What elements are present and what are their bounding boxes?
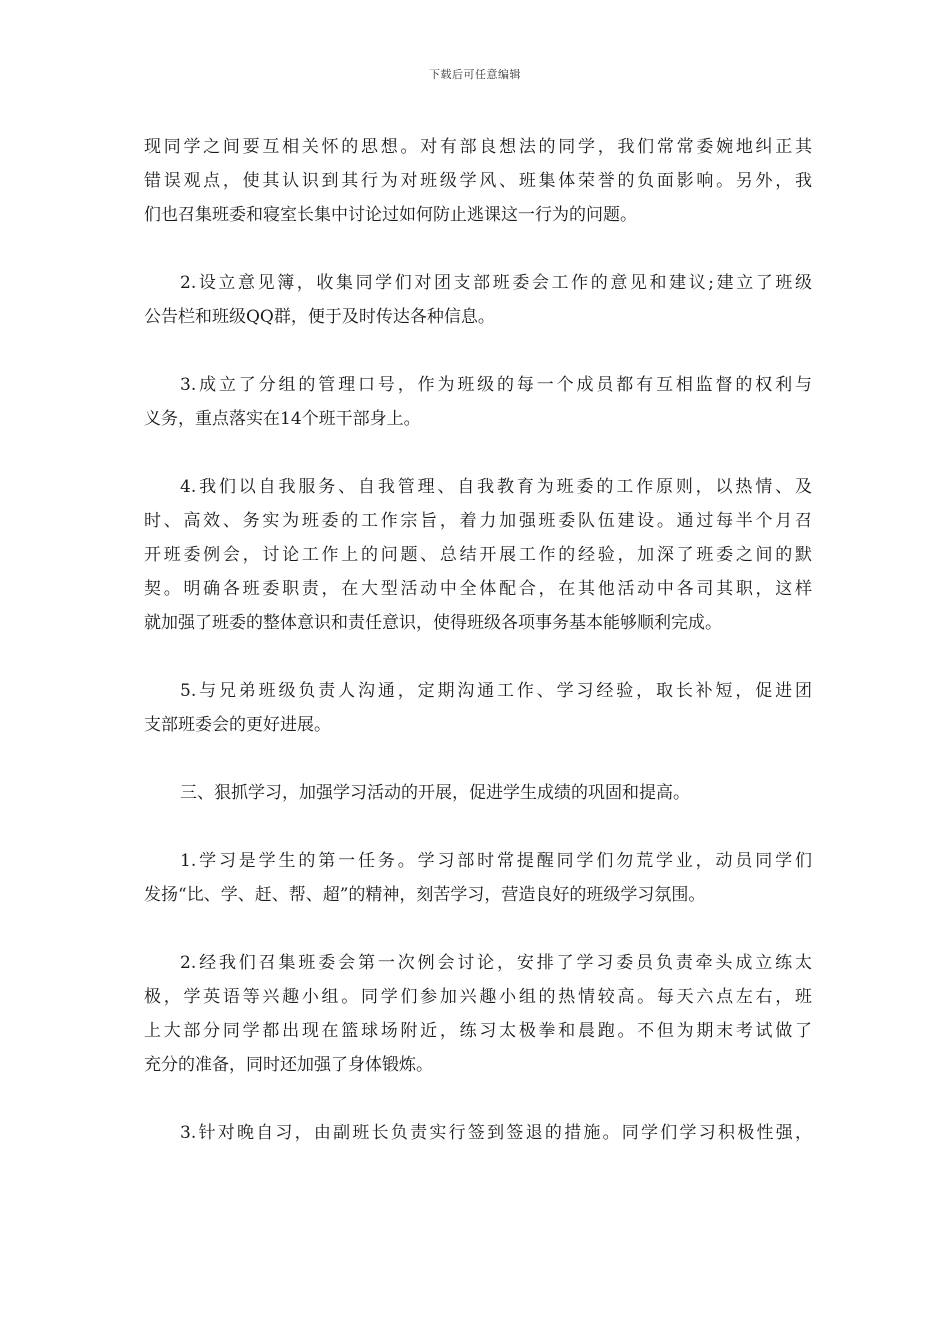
- text-line: 1.学习是学生的第一任务。学习部时常提醒同学们勿荒学业，动员同学们: [180, 851, 812, 871]
- text-line: 公告栏和班级QQ群，便于及时传达各种信息。: [144, 307, 495, 327]
- text-line: 三、狠抓学习，加强学习活动的开展，促进学生成绩的巩固和提高。: [180, 783, 690, 803]
- text-line: 发扬“比、学、赶、帮、超”的精神，刻苦学习，营造良好的班级学习氛围。: [144, 885, 706, 905]
- paragraph-study-2: [144, 946, 812, 1082]
- document-body: [144, 130, 812, 1184]
- text-line: 时、高效、务实为班委的工作宗旨，着力加强班委队伍建设。通过每半个月召: [144, 511, 812, 531]
- text-line: 现同学之间要互相关怀的思想。对有部良想法的同学，我们常常委婉地纠正其: [144, 137, 812, 157]
- paragraph-item-2: [144, 266, 812, 334]
- text-line: 义务，重点落实在14个班干部身上。: [144, 409, 421, 429]
- text-line: 3.针对晚自习，由副班长负责实行签到签退的措施。同学们学习积极性强，: [180, 1123, 812, 1143]
- paragraph-item-4: [144, 470, 812, 640]
- paragraph-study-1: [144, 844, 812, 912]
- text-line: 5.与兄弟班级负责人沟通，定期沟通工作、学习经验，取长补短，促进团: [180, 681, 812, 701]
- text-line: 错误观点，使其认识到其行为对班级学风、班集体荣誉的负面影响。另外，我: [144, 171, 812, 191]
- text-line: 4.我们以自我服务、自我管理、自我教育为班委的工作原则，以热情、及: [180, 477, 812, 497]
- paragraph-item-3: [144, 368, 812, 436]
- section-heading-3: [144, 776, 812, 810]
- paragraph-item-5: [144, 674, 812, 742]
- text-line: 3.成立了分组的管理口号，作为班级的每一个成员都有互相监督的权利与: [180, 375, 812, 395]
- text-line: 开班委例会，讨论工作上的问题、总结开展工作的经验，加深了班委之间的默: [144, 545, 812, 565]
- text-line: 上大部分同学都出现在篮球场附近，练习太极拳和晨跑。不但为期末考试做了: [144, 1021, 812, 1041]
- text-line: 们也召集班委和寝室长集中讨论过如何防止逃课这一行为的问题。: [144, 205, 637, 225]
- page-header: 下载后可任意编辑: [429, 68, 521, 81]
- text-line: 支部班委会的更好进展。: [144, 715, 331, 735]
- text-line: 2.经我们召集班委会第一次例会讨论，安排了学习委员负责牵头成立练太: [180, 953, 812, 973]
- text-line: 极，学英语等兴趣小组。同学们参加兴趣小组的热情较高。每天六点左右，班: [144, 987, 812, 1007]
- paragraph-continuation: [144, 130, 812, 232]
- text-line: 充分的准备，同时还加强了身体锻炼。: [144, 1055, 433, 1075]
- text-line: 契。明确各班委职责，在大型活动中全体配合，在其他活动中各司其职，这样: [144, 579, 812, 599]
- paragraph-study-3: [144, 1116, 812, 1150]
- text-line: 2.设立意见簿，收集同学们对团支部班委会工作的意见和建议;建立了班级: [180, 273, 812, 293]
- text-line: 就加强了班委的整体意识和责任意识，使得班级各项事务基本能够顺利完成。: [144, 613, 722, 633]
